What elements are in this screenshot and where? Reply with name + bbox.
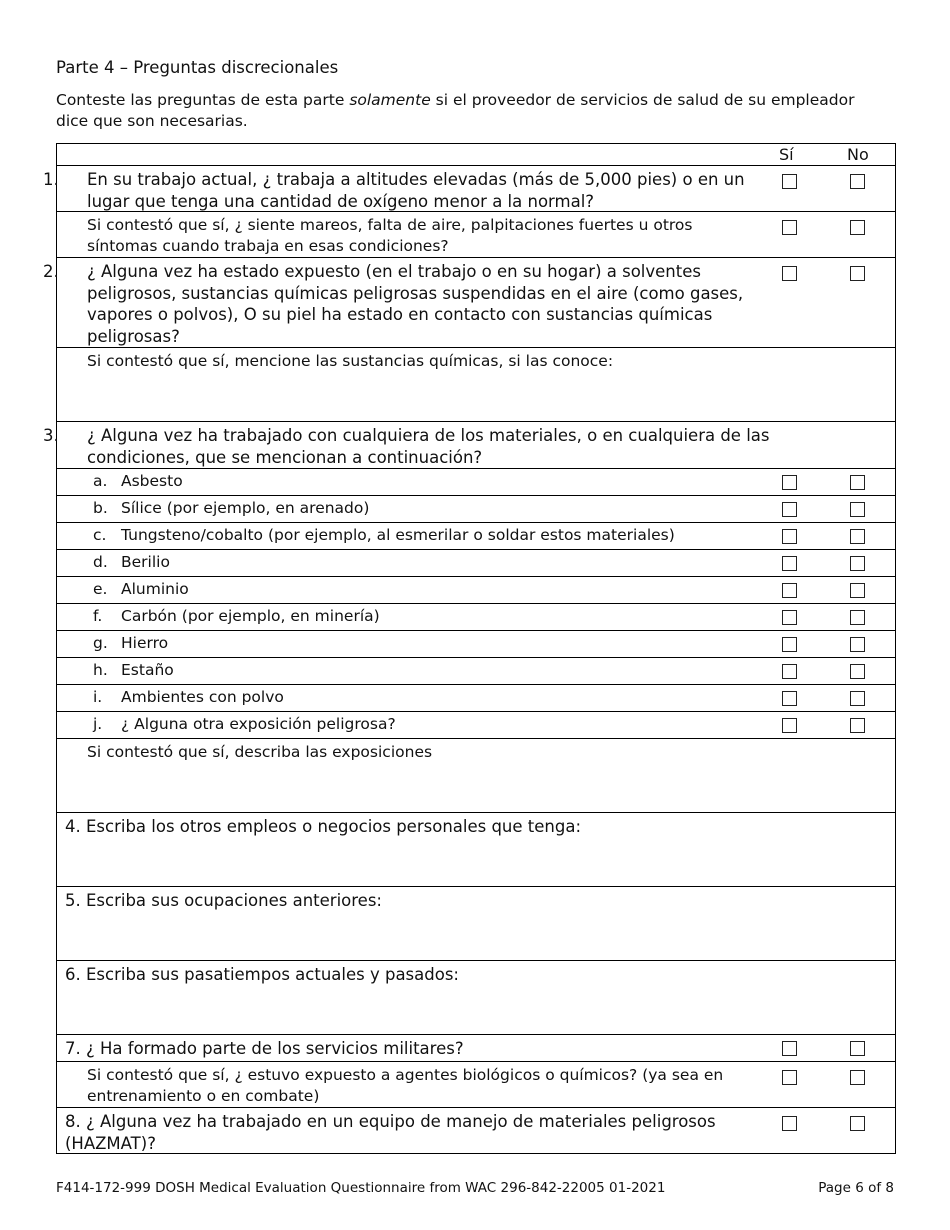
q1-followup-yes-checkbox[interactable] (782, 220, 797, 235)
question-6-row[interactable] (57, 961, 896, 1035)
q3-item-h-row (57, 658, 896, 685)
question-7-followup-row (57, 1062, 896, 1108)
q1-followup-no-checkbox[interactable] (850, 220, 865, 235)
q3-item-c-row (57, 523, 896, 550)
q3-item-a-row (57, 469, 896, 496)
q3d-yes-checkbox[interactable] (782, 556, 797, 571)
q3-item-d-row (57, 550, 896, 577)
q1-no-checkbox[interactable] (850, 174, 865, 189)
q3f-no-checkbox[interactable] (850, 610, 865, 625)
q3-item-f-row (57, 604, 896, 631)
question-3-text: 3. ¿ Alguna vez ha trabajado con cualquiera de los materiales, o en cualquiera de las condiciones, que se mencionan a continuación? (43, 426, 770, 467)
question-4-text: 4. Escriba los otros empleos o negocios personales que tenga: (65, 817, 582, 836)
intro-emphasis: solamente (349, 91, 431, 109)
q3-item-d: d. Berilio (93, 553, 170, 571)
q3h-yes-checkbox[interactable] (782, 664, 797, 679)
q1-yes-checkbox[interactable] (782, 174, 797, 189)
q3j-no-checkbox[interactable] (850, 718, 865, 733)
question-7-row (57, 1035, 896, 1062)
questions-table (43, 143, 896, 1154)
q3-item-i-row (57, 685, 896, 712)
q3-item-e: e. Aluminio (93, 580, 189, 598)
q3f-yes-checkbox[interactable] (782, 610, 797, 625)
q3g-no-checkbox[interactable] (850, 637, 865, 652)
question-5-row[interactable] (57, 887, 896, 961)
question-4-row[interactable] (57, 813, 896, 887)
q3-item-j: j. ¿ Alguna otra exposición peligrosa? (93, 715, 396, 733)
question-2-row (43, 258, 896, 348)
q3h-no-checkbox[interactable] (850, 664, 865, 679)
q3-item-i: i. Ambientes con polvo (93, 688, 284, 706)
q3e-yes-checkbox[interactable] (782, 583, 797, 598)
q3-item-b: b. Sílice (por ejemplo, en arenado) (93, 499, 370, 517)
q7-no-checkbox[interactable] (850, 1041, 865, 1056)
question-1-followup-row (57, 212, 896, 258)
question-3-followup: Si contestó que sí, describa las exposiciones (87, 743, 433, 761)
question-3-followup-row[interactable] (57, 739, 896, 813)
q3-item-b-row (57, 496, 896, 523)
q8-no-checkbox[interactable] (850, 1116, 865, 1131)
question-6-text: 6. Escriba sus pasatiempos actuales y pasados: (65, 965, 459, 984)
question-2-followup-row[interactable] (57, 348, 896, 422)
section-intro: Conteste las preguntas de esta parte solamente si el proveedor de servicios de salud de su empleador dice que son necesarias. (56, 91, 855, 130)
q3-item-f: f. Carbón (por ejemplo, en minería) (93, 607, 380, 625)
question-3-row (43, 422, 896, 469)
header-yes: Sí (779, 145, 794, 164)
q3-item-e-row (57, 577, 896, 604)
q3b-no-checkbox[interactable] (850, 502, 865, 517)
question-7-text: 7. ¿ Ha formado parte de los servicios militares? (65, 1039, 464, 1058)
q3b-yes-checkbox[interactable] (782, 502, 797, 517)
q3-item-a: a. Asbesto (93, 472, 183, 490)
section-heading: Parte 4 – Preguntas discrecionales (56, 58, 339, 77)
q3j-yes-checkbox[interactable] (782, 718, 797, 733)
q3a-yes-checkbox[interactable] (782, 475, 797, 490)
q3i-yes-checkbox[interactable] (782, 691, 797, 706)
q3-item-c: c. Tungsteno/cobalto (por ejemplo, al esmerilar o soldar estos materiales) (93, 526, 675, 544)
question-1-row (43, 166, 896, 212)
question-7-followup: Si contestó que sí, ¿ estuvo expuesto a agentes biológicos o químicos? (ya sea en entrenamiento o en combate) (87, 1066, 724, 1105)
question-5-text: 5. Escriba sus ocupaciones anteriores: (65, 891, 382, 910)
q3g-yes-checkbox[interactable] (782, 637, 797, 652)
question-8-text: 8. ¿ Alguna vez ha trabajado en un equipo de manejo de materiales peligrosos (HAZMAT)? (65, 1112, 716, 1153)
q2-yes-checkbox[interactable] (782, 266, 797, 281)
q3c-no-checkbox[interactable] (850, 529, 865, 544)
footer-form-id: F414-172-999 DOSH Medical Evaluation Questionnaire from WAC 296-842-22005 01-2021 (56, 1180, 666, 1196)
q7-followup-no-checkbox[interactable] (850, 1070, 865, 1085)
footer-page-number: Page 6 of 8 (818, 1180, 894, 1196)
question-2-text: 2. ¿ Alguna vez ha estado expuesto (en el trabajo o en su hogar) a solventes peligrosos, sustancias químicas peligrosas suspendidas en el aire (como gases, vapores o polvos), O su piel ha estado en contacto con sustancias químicas peligrosas? (43, 262, 744, 346)
question-2-followup: Si contestó que sí, mencione las sustancias químicas, si las conoce: (87, 352, 614, 370)
q2-no-checkbox[interactable] (850, 266, 865, 281)
q3c-yes-checkbox[interactable] (782, 529, 797, 544)
question-1-text: 1. En su trabajo actual, ¿ trabaja a altitudes elevadas (más de 5,000 pies) o en un lugar que tenga una cantidad de oxígeno menor a la normal? (43, 170, 745, 211)
question-1-followup: Si contestó que sí, ¿ siente mareos, falta de aire, palpitaciones fuertes u otros síntomas cuando trabaja en esas condiciones? (87, 216, 693, 255)
question-8-row (57, 1108, 896, 1154)
q3e-no-checkbox[interactable] (850, 583, 865, 598)
q8-yes-checkbox[interactable] (782, 1116, 797, 1131)
q3-item-g: g. Hierro (93, 634, 169, 652)
q7-followup-yes-checkbox[interactable] (782, 1070, 797, 1085)
q3-item-j-row (57, 712, 896, 739)
q3-item-g-row (57, 631, 896, 658)
q3d-no-checkbox[interactable] (850, 556, 865, 571)
q3a-no-checkbox[interactable] (850, 475, 865, 490)
table-header (57, 144, 896, 166)
q7-yes-checkbox[interactable] (782, 1041, 797, 1056)
q3i-no-checkbox[interactable] (850, 691, 865, 706)
q3-item-h: h. Estaño (93, 661, 174, 679)
header-no: No (847, 145, 869, 164)
